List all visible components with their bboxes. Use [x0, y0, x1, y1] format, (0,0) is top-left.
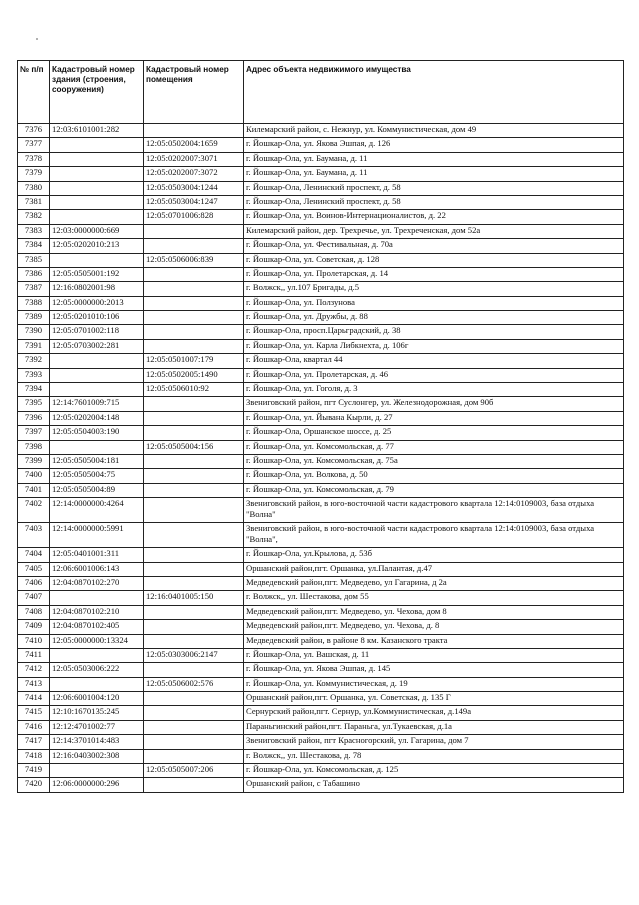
property-address: г. Йошкар-Ола, ул. Коммунистическая, д. 19 [244, 677, 624, 691]
property-address: г. Йошкар-Ола, ул. Волкова, д. 50 [244, 469, 624, 483]
table-row [18, 124, 624, 138]
row-number: 7388 [18, 296, 50, 310]
table-row [18, 411, 624, 425]
row-number: 7409 [18, 620, 50, 634]
room-cadastral-number: 12:05:0701006:828 [144, 210, 244, 224]
building-cadastral-number [50, 167, 144, 181]
property-address: Медведевский район,пгт. Медведево, ул. Чехова, д. 8 [244, 620, 624, 634]
property-address: Звениговский район, в юго-восточной части кадастрового квартала 12:14:0109003, база отдыха "Волна", [244, 523, 624, 548]
building-cadastral-number: 12:05:0000000:13324 [50, 634, 144, 648]
room-cadastral-number [144, 469, 244, 483]
table-row [18, 562, 624, 576]
property-address: г. Йошкар-Ола, ул. Комсомольская, д. 125 [244, 764, 624, 778]
property-address: г. Йошкар-Ола, ул. Пролетарская, д. 46 [244, 368, 624, 382]
property-address: г. Волжск,, ул. Шестакова, д. 78 [244, 749, 624, 763]
table-row [18, 605, 624, 619]
table-row [18, 239, 624, 253]
property-address: Звениговский район, в юго-восточной части кадастрового квартала 12:14:0109003, база отдыха "Волна" [244, 498, 624, 523]
row-number: 7411 [18, 648, 50, 662]
table-row [18, 498, 624, 523]
building-cadastral-number [50, 764, 144, 778]
row-number: 7395 [18, 397, 50, 411]
property-address: г. Йошкар-Ола, ул. Комсомольская, д. 79 [244, 483, 624, 497]
room-cadastral-number: 12:05:0502004:1659 [144, 138, 244, 152]
property-address: г. Йошкар-Ола, ул. Воинов-Интернационалистов, д. 22 [244, 210, 624, 224]
row-number: 7404 [18, 548, 50, 562]
table-row [18, 778, 624, 792]
row-number: 7410 [18, 634, 50, 648]
row-number: 7402 [18, 498, 50, 523]
table-row [18, 648, 624, 662]
room-cadastral-number [144, 634, 244, 648]
row-number: 7418 [18, 749, 50, 763]
table-row [18, 282, 624, 296]
room-cadastral-number: 12:05:0502005:1490 [144, 368, 244, 382]
room-cadastral-number [144, 778, 244, 792]
room-cadastral-number [144, 620, 244, 634]
building-cadastral-number: 12:05:0201010:106 [50, 311, 144, 325]
room-cadastral-number [144, 576, 244, 590]
table-row [18, 706, 624, 720]
building-cadastral-number [50, 368, 144, 382]
table-row [18, 634, 624, 648]
building-cadastral-number: 12:14:0000000:5991 [50, 523, 144, 548]
row-number: 7378 [18, 152, 50, 166]
room-cadastral-number [144, 239, 244, 253]
building-cadastral-number [50, 138, 144, 152]
table-row [18, 339, 624, 353]
building-cadastral-number: 12:05:0000000:2013 [50, 296, 144, 310]
row-number: 7405 [18, 562, 50, 576]
table-row [18, 253, 624, 267]
property-address: Звениговский район, пгт Красногорский, ул. Гагарина, дом 7 [244, 735, 624, 749]
property-address: г. Йошкар-Ола, Ленинский проспект, д. 58 [244, 181, 624, 195]
room-cadastral-number [144, 224, 244, 238]
row-number: 7403 [18, 523, 50, 548]
room-cadastral-number [144, 720, 244, 734]
property-address: г. Йошкар-Ола, ул. Карла Либкнехта, д. 106г [244, 339, 624, 353]
table-row [18, 454, 624, 468]
building-cadastral-number: 12:05:0701002:118 [50, 325, 144, 339]
row-number: 7386 [18, 267, 50, 281]
room-cadastral-number [144, 749, 244, 763]
row-number: 7383 [18, 224, 50, 238]
scan-mark [36, 38, 38, 40]
property-address: г. Йошкар-Ола, Оршанское шоссе, д. 25 [244, 426, 624, 440]
building-cadastral-number: 12:06:0000000:296 [50, 778, 144, 792]
property-address: г. Йошкар-Ола, ул. Фестивальная, д. 70а [244, 239, 624, 253]
table-row [18, 210, 624, 224]
table-header-row [18, 61, 624, 124]
table-row [18, 677, 624, 691]
property-address: г. Йошкар-Ола, ул. Якова Эшпая, д. 145 [244, 663, 624, 677]
row-number: 7377 [18, 138, 50, 152]
room-cadastral-number: 12:05:0501007:179 [144, 354, 244, 368]
row-number: 7420 [18, 778, 50, 792]
room-cadastral-number [144, 548, 244, 562]
table-row [18, 383, 624, 397]
room-cadastral-number: 12:05:0202007:3072 [144, 167, 244, 181]
building-cadastral-number: 12:05:0503006:222 [50, 663, 144, 677]
row-number: 7412 [18, 663, 50, 677]
row-number: 7397 [18, 426, 50, 440]
building-cadastral-number: 12:12:4701002:77 [50, 720, 144, 734]
table-row [18, 267, 624, 281]
building-cadastral-number [50, 648, 144, 662]
property-address: г. Йошкар-Ола, ул. Баумана, д. 11 [244, 152, 624, 166]
building-cadastral-number: 12:10:1670135:245 [50, 706, 144, 720]
table-row [18, 397, 624, 411]
room-cadastral-number [144, 605, 244, 619]
room-cadastral-number [144, 523, 244, 548]
building-cadastral-number: 12:06:6001004:120 [50, 692, 144, 706]
row-number: 7394 [18, 383, 50, 397]
building-cadastral-number [50, 383, 144, 397]
property-address: г. Волжск,, ул. Шестакова, дом 55 [244, 591, 624, 605]
property-address: г. Йошкар-Ола, ул. Якова Эшпая, д. 126 [244, 138, 624, 152]
row-number: 7382 [18, 210, 50, 224]
property-address: г. Йошкар-Ола, ул. Пролетарская, д. 14 [244, 267, 624, 281]
property-address: Медведевский район,пгт. Медведево, ул. Чехова, дом 8 [244, 605, 624, 619]
room-cadastral-number [144, 411, 244, 425]
building-cadastral-number: 12:05:0504003:190 [50, 426, 144, 440]
table-row [18, 354, 624, 368]
row-number: 7390 [18, 325, 50, 339]
row-number: 7416 [18, 720, 50, 734]
table-row [18, 576, 624, 590]
building-cadastral-number: 12:05:0505004:89 [50, 483, 144, 497]
building-cadastral-number: 12:06:6001006:143 [50, 562, 144, 576]
room-cadastral-number [144, 454, 244, 468]
property-address: г. Йошкар-Ола, просп.Царьградский, д. 38 [244, 325, 624, 339]
building-cadastral-number: 12:03:0000000:669 [50, 224, 144, 238]
building-cadastral-number [50, 354, 144, 368]
table-row [18, 152, 624, 166]
table-row [18, 138, 624, 152]
row-number: 7415 [18, 706, 50, 720]
table-row [18, 440, 624, 454]
row-number: 7408 [18, 605, 50, 619]
table-row [18, 368, 624, 382]
table-row [18, 735, 624, 749]
header-room-cadastral: Кадастровый номер помещения [144, 61, 244, 124]
room-cadastral-number [144, 282, 244, 296]
row-number: 7380 [18, 181, 50, 195]
row-number: 7417 [18, 735, 50, 749]
building-cadastral-number: 12:04:0870102:405 [50, 620, 144, 634]
row-number: 7406 [18, 576, 50, 590]
room-cadastral-number: 12:05:0505007:206 [144, 764, 244, 778]
row-number: 7392 [18, 354, 50, 368]
property-address: г. Йошкар-Ола, ул.Крылова, д. 53б [244, 548, 624, 562]
room-cadastral-number [144, 498, 244, 523]
property-address: г. Волжск,, ул.107 Бригады, д.5 [244, 282, 624, 296]
room-cadastral-number: 12:05:0503004:1244 [144, 181, 244, 195]
room-cadastral-number [144, 426, 244, 440]
building-cadastral-number: 12:14:7601009:715 [50, 397, 144, 411]
building-cadastral-number [50, 195, 144, 209]
room-cadastral-number [144, 692, 244, 706]
property-address: г. Йошкар-Ола, Ленинский проспект, д. 58 [244, 195, 624, 209]
header-row-number: № п/п [18, 61, 50, 124]
row-number: 7414 [18, 692, 50, 706]
building-cadastral-number: 12:05:0505001:192 [50, 267, 144, 281]
row-number: 7407 [18, 591, 50, 605]
table-row [18, 591, 624, 605]
property-address: Оршанский район,пгт. Оршанка, ул.Палантая, д.47 [244, 562, 624, 576]
table-row [18, 195, 624, 209]
property-address: Медведевский район, в районе 8 км. Казанского тракта [244, 634, 624, 648]
property-address: Оршанский район,пгт. Оршанка, ул. Советская, д. 135 Г [244, 692, 624, 706]
table-row [18, 523, 624, 548]
room-cadastral-number [144, 706, 244, 720]
property-address: Оршанский район, с Табашино [244, 778, 624, 792]
building-cadastral-number: 12:14:3701014:483 [50, 735, 144, 749]
table-row [18, 469, 624, 483]
table-row [18, 749, 624, 763]
building-cadastral-number [50, 210, 144, 224]
table-row [18, 167, 624, 181]
property-address: Сернурский район,пгт. Сернур, ул.Коммунистическая, д.149а [244, 706, 624, 720]
row-number: 7413 [18, 677, 50, 691]
room-cadastral-number [144, 483, 244, 497]
table-row [18, 181, 624, 195]
room-cadastral-number [144, 311, 244, 325]
room-cadastral-number: 12:05:0506002:576 [144, 677, 244, 691]
building-cadastral-number [50, 253, 144, 267]
room-cadastral-number: 12:05:0505004:156 [144, 440, 244, 454]
row-number: 7379 [18, 167, 50, 181]
building-cadastral-number: 12:14:0000000:4264 [50, 498, 144, 523]
table-row [18, 764, 624, 778]
building-cadastral-number [50, 677, 144, 691]
building-cadastral-number: 12:16:0403002:308 [50, 749, 144, 763]
building-cadastral-number: 12:05:0202010:213 [50, 239, 144, 253]
property-address: г. Йошкар-Ола, ул. Комсомольская, д. 77 [244, 440, 624, 454]
table-row [18, 548, 624, 562]
room-cadastral-number [144, 124, 244, 138]
table-row [18, 311, 624, 325]
property-address: г. Йошкар-Ола, ул. Йывана Кырли, д. 27 [244, 411, 624, 425]
room-cadastral-number [144, 663, 244, 677]
property-address: Медведевский район,пгт. Медведево, ул Гагарина, д 2а [244, 576, 624, 590]
row-number: 7389 [18, 311, 50, 325]
building-cadastral-number: 12:05:0401001:311 [50, 548, 144, 562]
building-cadastral-number: 12:05:0703002:281 [50, 339, 144, 353]
property-address: Параньгинский район,пгт. Параньга, ул.Тукаевская, д.1а [244, 720, 624, 734]
room-cadastral-number [144, 339, 244, 353]
room-cadastral-number: 12:05:0506006:839 [144, 253, 244, 267]
row-number: 7391 [18, 339, 50, 353]
property-address: г. Йошкар-Ола, ул. Вашская, д. 11 [244, 648, 624, 662]
property-address: Килемарский район, с. Нежнур, ул. Коммунистическая, дом 49 [244, 124, 624, 138]
property-address: Звениговский район, пгт Суслонгер, ул. Железнодорожная, дом 90б [244, 397, 624, 411]
property-address: г. Йошкар-Ола, ул. Комсомольская, д. 75а [244, 454, 624, 468]
room-cadastral-number: 12:05:0202007:3071 [144, 152, 244, 166]
row-number: 7400 [18, 469, 50, 483]
room-cadastral-number [144, 735, 244, 749]
header-building-cadastral: Кадастровый номер здания (строения, сооружения) [50, 61, 144, 124]
room-cadastral-number [144, 296, 244, 310]
room-cadastral-number: 12:05:0303006:2147 [144, 648, 244, 662]
property-address: г. Йошкар-Ола, ул. Баумана, д. 11 [244, 167, 624, 181]
row-number: 7401 [18, 483, 50, 497]
property-address: г. Йошкар-Ола, ул. Гоголя, д. 3 [244, 383, 624, 397]
row-number: 7396 [18, 411, 50, 425]
row-number: 7376 [18, 124, 50, 138]
building-cadastral-number: 12:05:0202004:148 [50, 411, 144, 425]
room-cadastral-number: 12:16:0401005:150 [144, 591, 244, 605]
room-cadastral-number [144, 267, 244, 281]
table-row [18, 426, 624, 440]
table-row [18, 325, 624, 339]
property-address: г. Йошкар-Ола, ул. Дружбы, д. 88 [244, 311, 624, 325]
table-row [18, 483, 624, 497]
building-cadastral-number: 12:03:6101001:282 [50, 124, 144, 138]
property-address: г. Йошкар-Ола, ул. Ползунова [244, 296, 624, 310]
header-address: Адрес объекта недвижимого имущества [244, 61, 624, 124]
property-address: Килемарский район, дер. Трехречье, ул. Трехреченская, дом 52а [244, 224, 624, 238]
table-row [18, 692, 624, 706]
room-cadastral-number: 12:05:0503004:1247 [144, 195, 244, 209]
building-cadastral-number: 12:05:0505004:181 [50, 454, 144, 468]
row-number: 7385 [18, 253, 50, 267]
row-number: 7384 [18, 239, 50, 253]
building-cadastral-number: 12:16:0802001:98 [50, 282, 144, 296]
row-number: 7399 [18, 454, 50, 468]
room-cadastral-number: 12:05:0506010:92 [144, 383, 244, 397]
row-number: 7398 [18, 440, 50, 454]
building-cadastral-number [50, 440, 144, 454]
building-cadastral-number [50, 152, 144, 166]
table-row [18, 663, 624, 677]
table-row [18, 720, 624, 734]
room-cadastral-number [144, 397, 244, 411]
property-register-table [17, 60, 624, 793]
building-cadastral-number [50, 591, 144, 605]
table-body [18, 124, 624, 793]
table-row [18, 224, 624, 238]
table-row [18, 296, 624, 310]
table-row [18, 620, 624, 634]
row-number: 7419 [18, 764, 50, 778]
room-cadastral-number [144, 562, 244, 576]
building-cadastral-number: 12:04:0870102:210 [50, 605, 144, 619]
row-number: 7393 [18, 368, 50, 382]
building-cadastral-number: 12:04:0870102:270 [50, 576, 144, 590]
building-cadastral-number: 12:05:0505004:75 [50, 469, 144, 483]
building-cadastral-number [50, 181, 144, 195]
room-cadastral-number [144, 325, 244, 339]
property-address: г. Йошкар-Ола, ул. Советская, д. 128 [244, 253, 624, 267]
row-number: 7387 [18, 282, 50, 296]
row-number: 7381 [18, 195, 50, 209]
property-address: г. Йошкар-Ола, квартал 44 [244, 354, 624, 368]
